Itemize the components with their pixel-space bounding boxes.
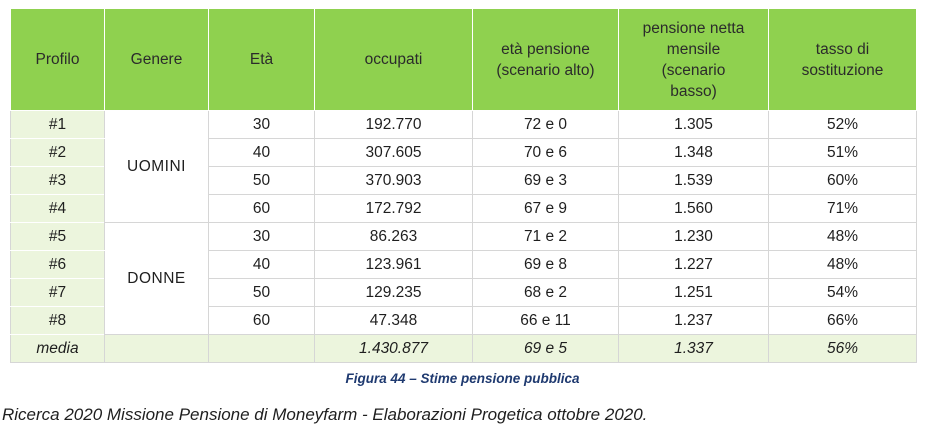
profilo-cell: #7 (11, 279, 105, 307)
media-cell (105, 335, 209, 363)
occupati-cell: 172.792 (315, 195, 473, 223)
occupati-cell: 129.235 (315, 279, 473, 307)
eta-cell: 60 (209, 195, 315, 223)
media-cell (209, 335, 315, 363)
profilo-cell: #1 (11, 111, 105, 139)
pensione-netta-cell: 1.348 (619, 139, 769, 167)
tasso-cell: 60% (769, 167, 917, 195)
profilo-cell: #6 (11, 251, 105, 279)
occupati-cell: 192.770 (315, 111, 473, 139)
eta-cell: 50 (209, 167, 315, 195)
tasso-cell: 52% (769, 111, 917, 139)
column-header-line: età pensione (501, 40, 590, 58)
column-header-line: Genere (130, 51, 183, 68)
tasso-cell: 48% (769, 251, 917, 279)
pensione-netta-cell: 1.305 (619, 111, 769, 139)
column-header-eta (209, 9, 315, 111)
column-header-pensione-netta (619, 9, 769, 111)
occupati-cell: 47.348 (315, 307, 473, 335)
genere-cell: DONNE (105, 223, 209, 335)
media-cell: media (11, 335, 105, 363)
media-cell: 69 e 5 (473, 335, 619, 363)
eta-pensione-cell: 68 e 2 (473, 279, 619, 307)
media-cell: 1.337 (619, 335, 769, 363)
eta-pensione-cell: 70 e 6 (473, 139, 619, 167)
tasso-cell: 66% (769, 307, 917, 335)
eta-cell: 50 (209, 279, 315, 307)
column-header-line: Età (249, 51, 274, 68)
column-header-line: pensione netta (642, 19, 745, 37)
profilo-cell: #2 (11, 139, 105, 167)
column-header-line: (scenario alto) (496, 61, 595, 79)
source-note: Ricerca 2020 Missione Pensione di Moneyfarm - Elaborazioni Progetica ottobre 2020. (2, 405, 648, 424)
eta-pensione-cell: 69 e 8 (473, 251, 619, 279)
eta-cell: 40 (209, 251, 315, 279)
tasso-cell: 71% (769, 195, 917, 223)
column-header-profilo (11, 9, 105, 111)
media-cell: 1.430.877 (315, 335, 473, 363)
column-header-genere (105, 9, 209, 111)
column-header-tasso-sostituzione (769, 9, 917, 111)
eta-cell: 40 (209, 139, 315, 167)
tasso-cell: 54% (769, 279, 917, 307)
eta-pensione-cell: 72 e 0 (473, 111, 619, 139)
column-header-line: mensile (666, 40, 721, 58)
column-header-eta-pensione (473, 9, 619, 111)
column-header-occupati (315, 9, 473, 111)
eta-cell: 30 (209, 223, 315, 251)
table-row (11, 111, 917, 139)
tasso-cell: 51% (769, 139, 917, 167)
column-header-line: tasso di (815, 40, 870, 58)
tasso-cell: 48% (769, 223, 917, 251)
column-header-line: basso) (670, 82, 717, 100)
occupati-cell: 307.605 (315, 139, 473, 167)
genere-cell: UOMINI (105, 111, 209, 223)
eta-pensione-cell: 67 e 9 (473, 195, 619, 223)
eta-cell: 30 (209, 111, 315, 139)
pensione-netta-cell: 1.230 (619, 223, 769, 251)
pensione-netta-cell: 1.560 (619, 195, 769, 223)
eta-pensione-cell: 69 e 3 (473, 167, 619, 195)
occupati-cell: 86.263 (315, 223, 473, 251)
eta-pensione-cell: 71 e 2 (473, 223, 619, 251)
column-header-line: (scenario (661, 61, 726, 79)
profilo-cell: #3 (11, 167, 105, 195)
occupati-cell: 370.903 (315, 167, 473, 195)
profilo-cell: #8 (11, 307, 105, 335)
pensione-netta-cell: 1.539 (619, 167, 769, 195)
pension-table (10, 8, 917, 363)
profilo-cell: #4 (11, 195, 105, 223)
column-header-line: Profilo (35, 51, 80, 68)
table-header-row (11, 9, 917, 111)
occupati-cell: 123.961 (315, 251, 473, 279)
table-row (11, 223, 917, 251)
pensione-netta-cell: 1.227 (619, 251, 769, 279)
pensione-netta-cell: 1.251 (619, 279, 769, 307)
media-cell: 56% (769, 335, 917, 363)
eta-cell: 60 (209, 307, 315, 335)
column-header-line: occupati (364, 51, 423, 68)
media-row (11, 335, 917, 363)
column-header-line: sostituzione (801, 61, 884, 79)
profilo-cell: #5 (11, 223, 105, 251)
figure-caption: Figura 44 – Stime pensione pubblica (345, 371, 580, 386)
pensione-netta-cell: 1.237 (619, 307, 769, 335)
eta-pensione-cell: 66 e 11 (473, 307, 619, 335)
